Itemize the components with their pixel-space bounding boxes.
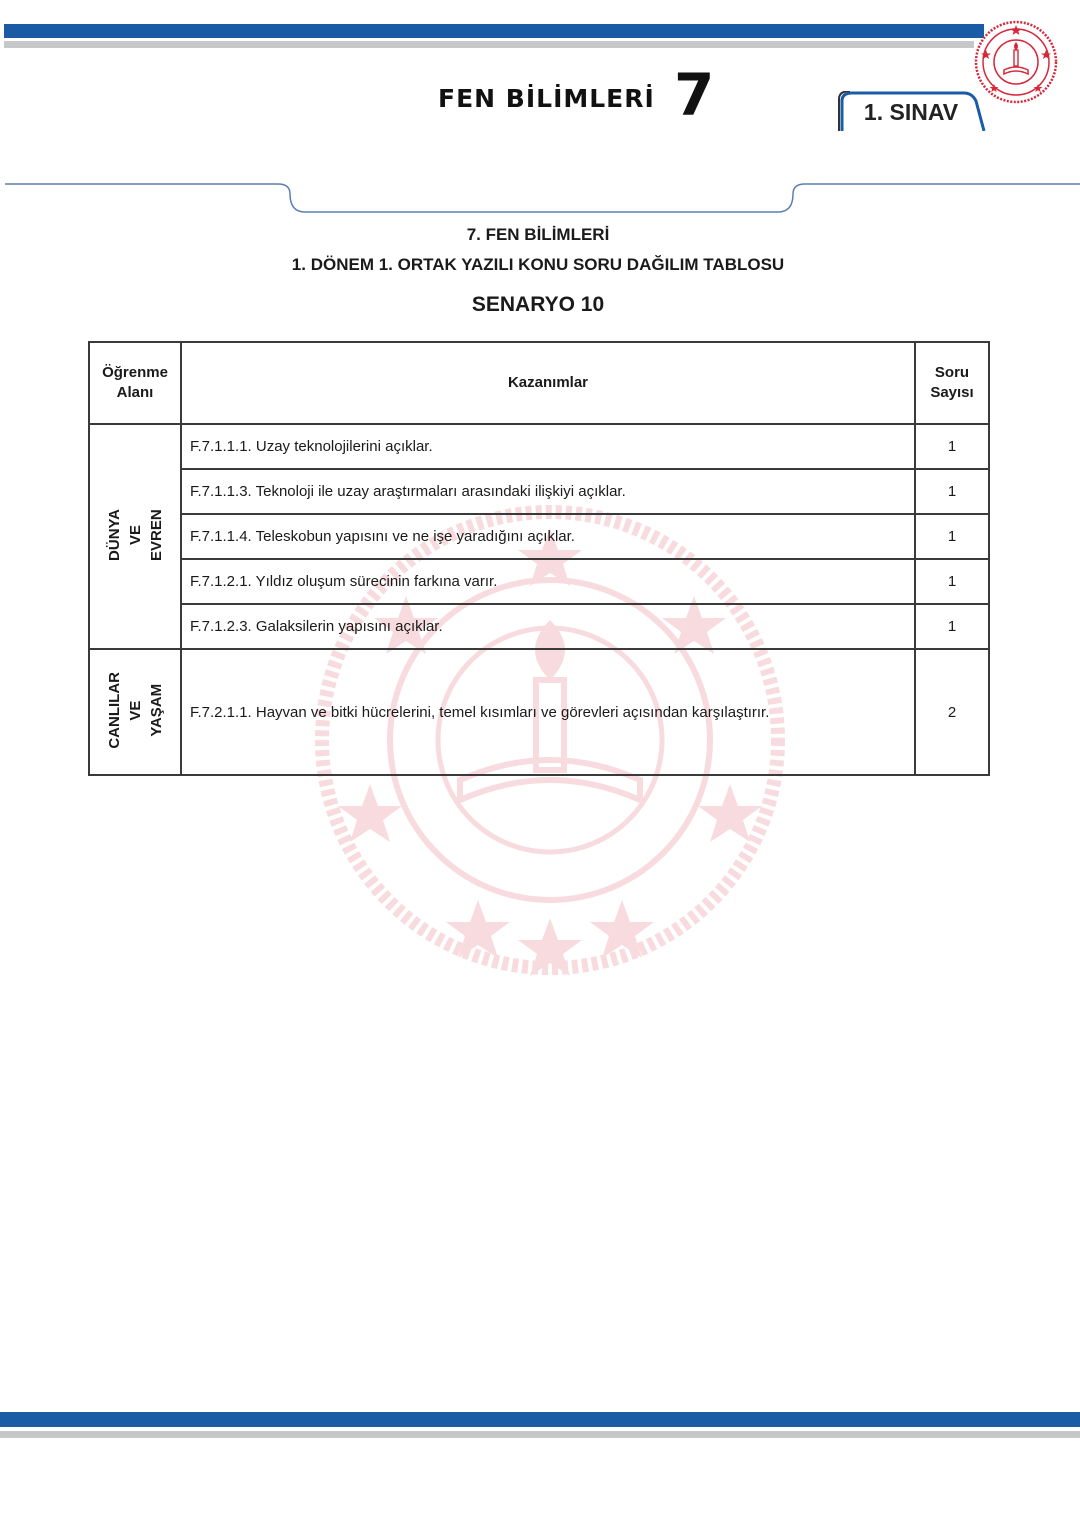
outcome-cell: F.7.2.1.1. Hayvan ve bitki hücrelerini, temel kısımları ve görevleri açısından karşılaştırır.	[181, 649, 915, 775]
table-row	[89, 604, 989, 649]
learning-area-cell	[89, 649, 181, 775]
outcome-cell: F.7.1.1.3. Teknoloji ile uzay araştırmaları arasındaki ilişkiyi açıklar.	[181, 469, 915, 514]
question-count-cell: 2	[915, 649, 989, 775]
question-count-cell: 1	[915, 559, 989, 604]
table-row	[89, 559, 989, 604]
table-row	[89, 514, 989, 559]
exam-label: 1. SINAV	[863, 99, 959, 125]
header-blue-bar	[4, 24, 984, 38]
topic-distribution-table	[88, 341, 990, 776]
outcome-cell: F.7.1.2.1. Yıldız oluşum sürecinin farkına varır.	[181, 559, 915, 604]
header-separator	[0, 178, 1080, 218]
outcome-cell: F.7.1.2.3. Galaksilerin yapısını açıklar.	[181, 604, 915, 649]
learning-area-label: CANLILAR VE YAŞAM	[105, 671, 165, 749]
document-subtitle: 1. DÖNEM 1. ORTAK YAZILI KONU SORU DAĞILIM TABLOSU	[291, 255, 785, 274]
table-header-row	[89, 342, 989, 424]
table-row	[89, 424, 989, 469]
footer-gray-bar	[0, 1431, 1080, 1438]
subject-title: FEN BİLİMLERİ	[438, 84, 655, 113]
question-count-cell: 1	[915, 424, 989, 469]
outcome-cell: F.7.1.1.4. Teleskobun yapısını ve ne işe yaradığını açıklar.	[181, 514, 915, 559]
question-count-cell: 1	[915, 604, 989, 649]
scenario-title: SENARYO 10	[471, 293, 605, 316]
ministry-seal-icon	[974, 20, 1058, 104]
header-outcomes: Kazanımlar	[181, 342, 915, 424]
header-gray-bar	[4, 41, 974, 48]
table-row	[89, 649, 989, 775]
header-question-count: Soru Sayısı	[915, 342, 989, 424]
learning-area-cell	[89, 424, 181, 649]
outcome-cell: F.7.1.1.1. Uzay teknolojilerini açıklar.	[181, 424, 915, 469]
document-title: 7. FEN BİLİMLERİ	[466, 225, 610, 244]
grade-number: 7	[674, 61, 715, 129]
learning-area-label: DÜNYA VE EVREN	[105, 508, 165, 561]
footer-blue-bar	[0, 1412, 1080, 1427]
table-row	[89, 469, 989, 514]
question-count-cell: 1	[915, 469, 989, 514]
question-count-cell: 1	[915, 514, 989, 559]
header-learning-area: Öğrenme Alanı	[89, 342, 181, 424]
